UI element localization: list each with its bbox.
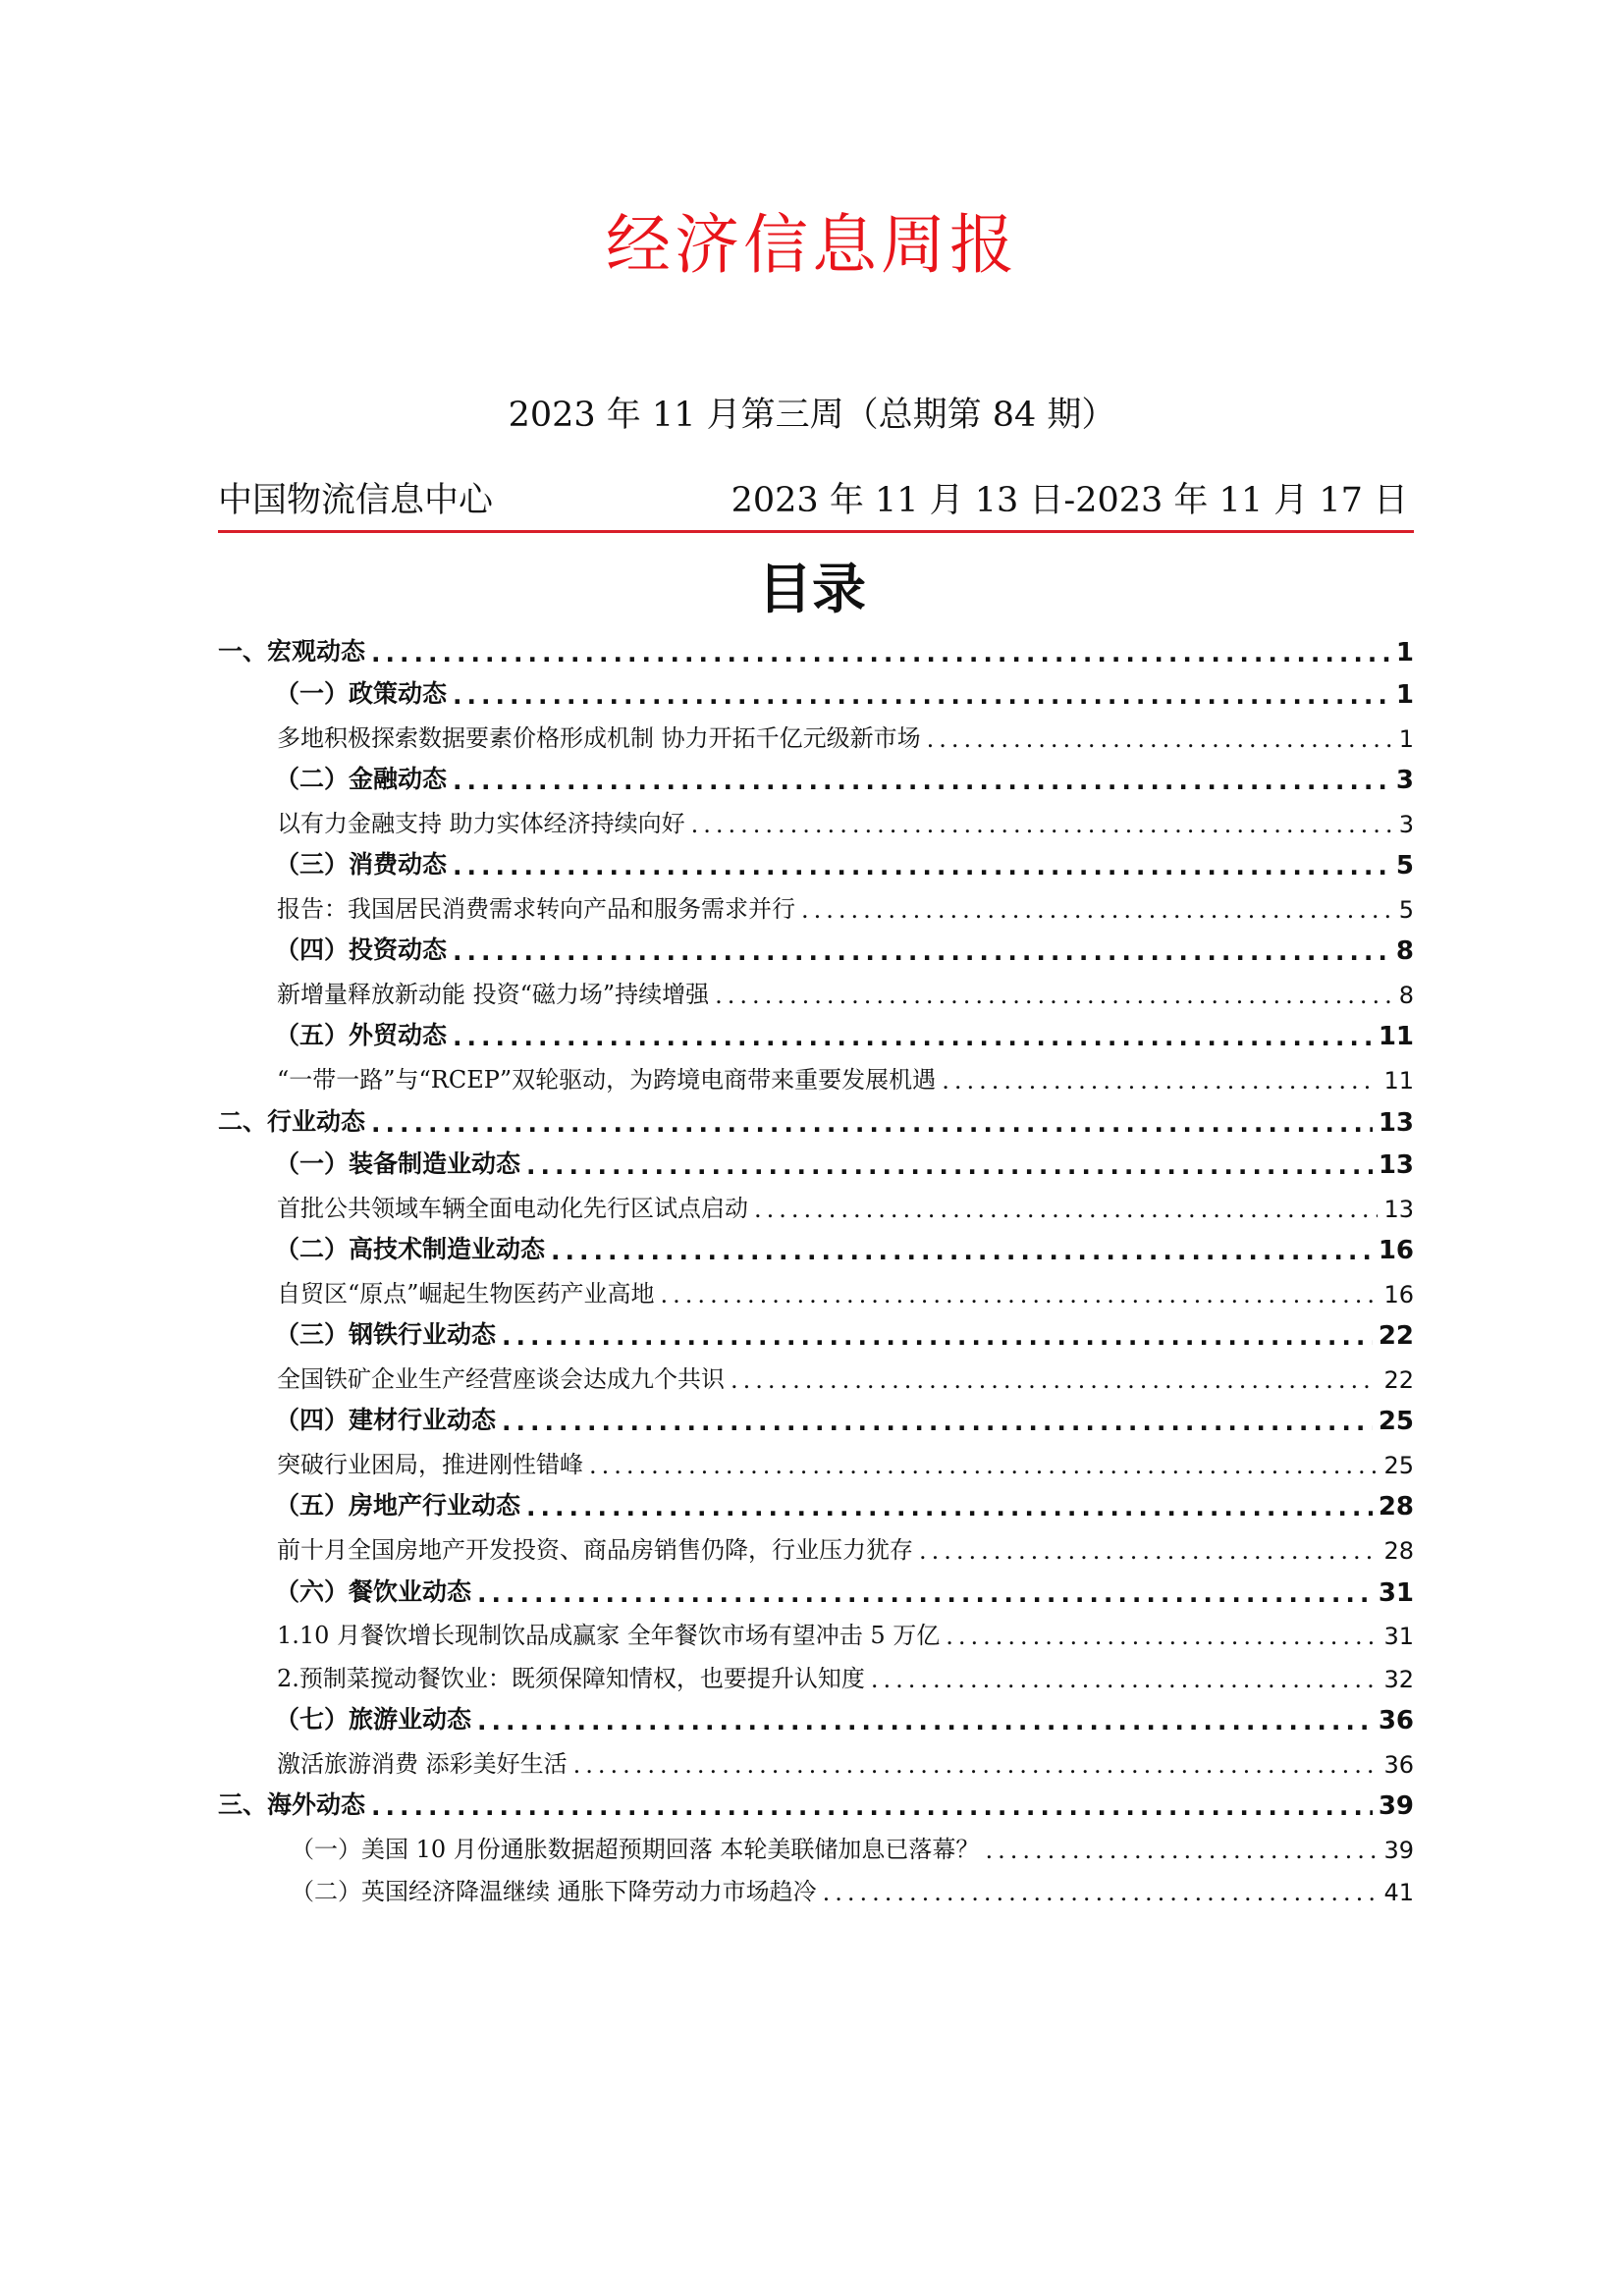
dot-leader: [453, 1023, 1373, 1051]
toc-entry[interactable]: [218, 1351, 1414, 1394]
dot-leader: [526, 1151, 1373, 1180]
toc-entry-page: 8: [1398, 981, 1414, 1009]
toc-entry-page: 11: [1383, 1067, 1414, 1095]
toc-entry[interactable]: [218, 1308, 1414, 1352]
toc-entry[interactable]: [218, 1051, 1414, 1095]
toc-entry-title: （五）外贸动态: [275, 1021, 448, 1050]
toc-entry[interactable]: [218, 924, 1414, 967]
toc-entry-page: 5: [1398, 895, 1414, 924]
toc-entry[interactable]: [218, 1565, 1414, 1608]
toc-entry-page: 39: [1378, 1791, 1414, 1822]
toc-entry[interactable]: [218, 1864, 1414, 1907]
toc-entry-page: 28: [1378, 1492, 1414, 1522]
toc-entry-page: 1: [1395, 637, 1414, 667]
table-of-contents: [218, 624, 1414, 1906]
dot-leader: [477, 1707, 1373, 1735]
toc-entry-page: 39: [1383, 1836, 1414, 1864]
toc-entry-title: 激活旅游消费 添彩美好生活: [277, 1749, 568, 1778]
dot-leader: [731, 1366, 1378, 1394]
toc-entry[interactable]: [218, 1522, 1414, 1565]
toc-entry[interactable]: [218, 667, 1414, 711]
toc-entry-title: 自贸区“原点”崛起生物医药产业高地: [277, 1279, 655, 1308]
report-meta: [218, 473, 1408, 522]
toc-entry[interactable]: [218, 966, 1414, 1009]
report-title: 经济信息周报: [606, 207, 1018, 283]
toc-entry-page: 41: [1383, 1879, 1414, 1907]
issue-label: 2023 年 11 月第三周（总期第 84 期）: [508, 396, 1116, 435]
dot-leader: [801, 896, 1393, 924]
toc-entry[interactable]: [218, 838, 1414, 881]
toc-entry-title: （三）消费动态: [275, 850, 448, 880]
toc-entry-page: 31: [1383, 1623, 1414, 1651]
toc-entry-page: 5: [1395, 851, 1414, 881]
toc-entry-title: （一）装备制造业动态: [275, 1149, 521, 1179]
toc-entry-title: 前十月全国房地产开发投资、商品房销售仍降，行业压力犹存: [277, 1536, 913, 1565]
toc-entry-page: 3: [1395, 766, 1414, 796]
toc-entry-title: （一）政策动态: [275, 679, 448, 709]
toc-entry-page: 36: [1378, 1706, 1414, 1736]
toc-entry[interactable]: [218, 1180, 1414, 1223]
toc-entry[interactable]: [218, 881, 1414, 924]
dot-leader: [551, 1237, 1373, 1265]
dot-leader: [942, 1067, 1378, 1095]
toc-entry-title: 突破行业困局，推进刚性错峰: [277, 1450, 583, 1478]
toc-entry[interactable]: [218, 1693, 1414, 1736]
toc-entry-title: （四）投资动态: [275, 935, 448, 965]
toc-entry-page: 13: [1378, 1150, 1414, 1181]
toc-entry-page: 28: [1383, 1537, 1414, 1566]
toc-entry-title: 报告：我国居民消费需求转向产品和服务需求并行: [277, 894, 795, 923]
toc-entry[interactable]: [218, 1779, 1414, 1822]
dot-leader: [526, 1493, 1373, 1522]
dot-leader: [502, 1322, 1373, 1351]
toc-entry[interactable]: [218, 1479, 1414, 1522]
toc-entry[interactable]: [218, 1009, 1414, 1052]
toc-entry-title: （七）旅游业动态: [275, 1705, 472, 1735]
toc-entry-page: 25: [1383, 1451, 1414, 1479]
toc-entry-title: 一、宏观动态: [218, 636, 366, 666]
dot-leader: [919, 1537, 1378, 1565]
toc-entry-title: 全国铁矿企业生产经营座谈会达成九个共识: [277, 1364, 725, 1393]
toc-entry-title: （二）金融动态: [275, 765, 448, 794]
dot-leader: [946, 1623, 1378, 1650]
dot-leader: [573, 1751, 1379, 1779]
toc-heading: 目录: [757, 558, 866, 620]
dot-leader: [927, 725, 1393, 753]
toc-entry-page: 16: [1383, 1280, 1414, 1308]
toc-entry[interactable]: [218, 1821, 1414, 1864]
toc-entry[interactable]: [218, 1394, 1414, 1437]
toc-entry-page: 3: [1398, 810, 1414, 838]
toc-entry-title: （三）钢铁行业动态: [275, 1320, 497, 1350]
toc-entry-title: （四）建材行业动态: [275, 1406, 497, 1435]
dot-leader: [371, 1109, 1373, 1138]
toc-entry[interactable]: [218, 1608, 1414, 1651]
toc-entry-page: 13: [1378, 1107, 1414, 1138]
dot-leader: [871, 1666, 1379, 1693]
toc-entry-page: 22: [1383, 1365, 1414, 1394]
toc-entry-title: “一带一路”与“RCEP”双轮驱动，为跨境电商带来重要发展机遇: [277, 1066, 937, 1095]
toc-entry-title: （一）美国 10 月份通胀数据超预期回落 本轮美联储加息已落幕？: [291, 1835, 980, 1863]
dot-leader: [985, 1837, 1378, 1864]
toc-entry-title: 二、行业动态: [218, 1106, 366, 1136]
toc-entry[interactable]: [218, 710, 1414, 753]
dot-leader: [661, 1281, 1379, 1308]
toc-entry[interactable]: [218, 1138, 1414, 1181]
dot-leader: [453, 852, 1390, 881]
toc-entry-page: 13: [1383, 1195, 1414, 1223]
toc-entry-page: 8: [1395, 936, 1414, 967]
publisher: 中国物流信息中心: [218, 481, 494, 520]
toc-entry-title: 新增量释放新动能 投资“磁力场”持续增强: [277, 980, 710, 1008]
toc-entry-page: 11: [1378, 1022, 1414, 1052]
toc-entry-title: 三、海外动态: [218, 1790, 366, 1820]
dot-leader: [823, 1879, 1379, 1906]
toc-entry-title: （二）高技术制造业动态: [275, 1235, 546, 1264]
dot-leader: [453, 681, 1390, 710]
toc-entry[interactable]: [218, 753, 1414, 796]
dot-leader: [453, 767, 1390, 795]
dot-leader: [477, 1579, 1373, 1608]
dot-leader: [715, 982, 1393, 1009]
toc-entry[interactable]: [218, 1735, 1414, 1779]
toc-entry-page: 36: [1383, 1750, 1414, 1779]
toc-entry-title: 以有力金融支持 助力实体经济持续向好: [277, 809, 685, 837]
toc-entry-page: 22: [1378, 1321, 1414, 1352]
toc-entry[interactable]: [218, 1650, 1414, 1693]
toc-entry[interactable]: [218, 795, 1414, 838]
toc-entry[interactable]: [218, 624, 1414, 667]
toc-entry-page: 16: [1378, 1236, 1414, 1266]
dot-leader: [453, 937, 1390, 966]
dot-leader: [691, 811, 1393, 838]
toc-entry-title: （五）房地产行业动态: [275, 1491, 521, 1521]
toc-entry-title: 1.10 月餐饮增长现制饮品成赢家 全年餐饮市场有望冲击 5 万亿: [277, 1622, 941, 1650]
dot-leader: [371, 1792, 1373, 1821]
toc-entry-title: （二）英国经济降温继续 通胀下降劳动力市场趋冷: [291, 1878, 817, 1906]
toc-entry-title: （六）餐饮业动态: [275, 1576, 472, 1606]
toc-entry-page: 31: [1378, 1577, 1414, 1608]
toc-entry[interactable]: [218, 1095, 1414, 1138]
date-range: 2023 年 11 月 13 日-2023 年 11 月 17 日: [731, 481, 1408, 520]
toc-entry[interactable]: [218, 1265, 1414, 1308]
toc-entry-page: 25: [1378, 1407, 1414, 1437]
toc-entry-page: 32: [1383, 1665, 1414, 1693]
toc-entry[interactable]: [218, 1223, 1414, 1266]
header-divider: [218, 530, 1414, 533]
toc-entry-title: 2.预制菜搅动餐饮业：既须保障知情权，也要提升认知度: [277, 1664, 865, 1692]
dot-leader: [754, 1196, 1378, 1223]
toc-entry-page: 1: [1398, 724, 1414, 753]
toc-entry-title: 多地积极探索数据要素价格形成机制 协力开拓千亿元级新市场: [277, 723, 921, 752]
toc-entry[interactable]: [218, 1436, 1414, 1479]
dot-leader: [371, 639, 1390, 667]
dot-leader: [502, 1408, 1373, 1436]
toc-entry-page: 1: [1395, 680, 1414, 711]
dot-leader: [589, 1452, 1378, 1479]
toc-entry-title: 首批公共领域车辆全面电动化先行区试点启动: [277, 1194, 748, 1222]
